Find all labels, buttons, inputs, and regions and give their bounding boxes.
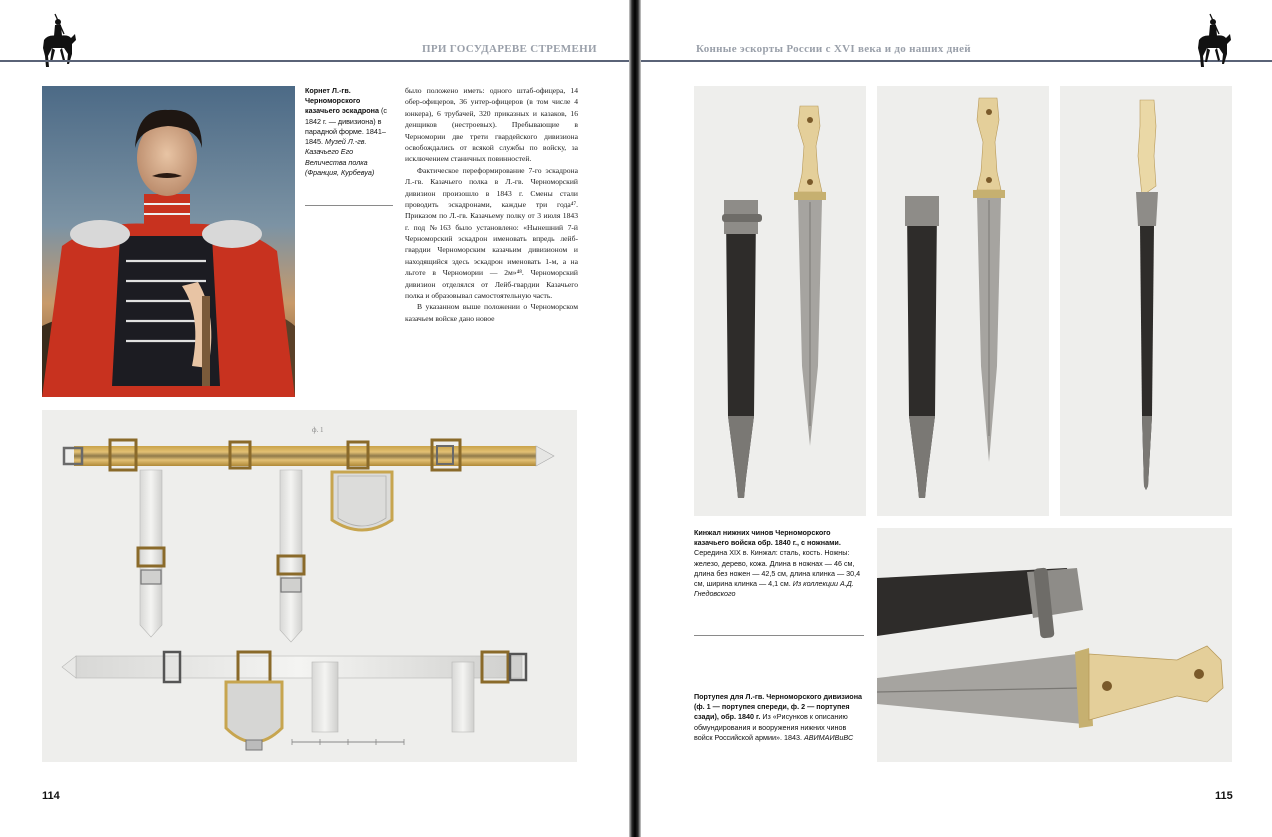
kinzhal-closeup-image (877, 528, 1232, 762)
portrait-caption (305, 86, 395, 178)
kinzhal-photo-side (1060, 86, 1232, 516)
left-page (0, 0, 629, 837)
portupeya-caption-title: Портупея для Л.-гв. Черноморского дивизиона (ф. 1 — портупея спереди, ф. 2 — портупея сзади), обр. 1840 г. (694, 692, 863, 722)
portrait-painting (42, 86, 295, 397)
caption-rule (305, 205, 393, 206)
portupeya-caption-source: Из «Рисунков к описанию обмундирования и вооружения нижних чинов войск Российской армии». 1843. (694, 712, 848, 742)
cossack-rider-icon (1193, 12, 1233, 70)
kinzhal-in-scabbard-image (1060, 86, 1232, 516)
kinzhal-photo-back (877, 86, 1049, 516)
right-page (641, 0, 1272, 837)
portrait-caption-dates: (с 1842 г. — дивизиона) в парадной форме. 1841–1845. (305, 106, 388, 147)
kinzhal-photo-front (694, 86, 866, 516)
caption-rule (694, 635, 864, 636)
kinzhal-caption-details: Середина XIX в. Кинжал: сталь, кость. Ножны: железо, дерево, кожа. Длина в ножнах — 46 см, длина без ножен — 42,5 см, длина клинка — 30,4 см, ширина клинка — 4,1 см. (694, 548, 861, 589)
body-text-column (405, 85, 578, 324)
kinzhal-closeup-photo (877, 528, 1232, 762)
page-number-left: 114 (42, 790, 60, 802)
book-gutter (629, 0, 641, 837)
cornet-portrait-image (42, 86, 295, 397)
portrait-caption-title: Корнет Л.-гв. Черноморского казачьего эскадрона (305, 86, 380, 116)
body-paragraph-1: было положено иметь: одного штаб-офицера, 14 обер-офицеров, 36 унтер-офицеров (в том числе 4 юнкера), 6 трубачей, 320 приказных и казаков, 16 денщиков (нестроевых). Пребывающие в Черномории две трети гвардейского дивизиона освобождались от всякой службы по войску, за исключением станичных повинностей. (405, 86, 578, 164)
portupeya-drawing (42, 410, 577, 762)
kinzhal-with-scabbard-image (694, 86, 866, 516)
portrait-caption-source: Музей Л.-гв. Казачьего Его Величества полка (Франция, Курбевуа) (305, 137, 375, 177)
belt-illustration (42, 410, 577, 762)
header-rule (641, 60, 1272, 62)
kinzhal-caption-source: Из коллекции А.Д. Гнедовского (694, 579, 854, 599)
kinzhal-caption (694, 528, 866, 600)
header-rule (0, 60, 629, 62)
portupeya-caption (694, 692, 866, 743)
portupeya-caption-archive: АВИМАИВиВС (803, 732, 854, 742)
page-number-right: 115 (1215, 790, 1233, 802)
body-paragraph-2: Фактическое переформирование 7-го эскадрона Л.-гв. Казачьего полка в Л.-гв. Черноморский дивизион произошло в 1843 г. Смены стали проводить эскадронами, каждые три года⁴⁷. Приказом по Л.-гв. Казачьему полку от 3 июля 1843 г. под №163 было установлено: «Нынешний 7-й Черноморский эскадрон именовать впредь лейб-гвардии Черноморским казачьим дивизионом и находящийся здесь эскадрон именовать 1-м, а на льготе в Черномории — 2м»⁴⁸. Черноморский дивизион отделялся от Лейб-гвардии Казачьего полка и образовывал самостоятельную часть. (405, 165, 578, 301)
running-head: ПРИ ГОСУДАРЕВЕ СТРЕМЕНИ (422, 43, 597, 55)
body-paragraph-3: В указанном выше положении о Черноморском казачьем войске дано новое (405, 302, 578, 323)
running-head: Конные эскорты России с XVI века и до наших дней (696, 43, 971, 55)
kinzhal-caption-title: Кинжал нижних чинов Черноморского казачьего войска обр. 1840 г., с ножнами. (694, 528, 841, 548)
drawing-figure-label: ф. 1 (312, 426, 324, 434)
kinzhal-reverse-image (877, 86, 1049, 516)
